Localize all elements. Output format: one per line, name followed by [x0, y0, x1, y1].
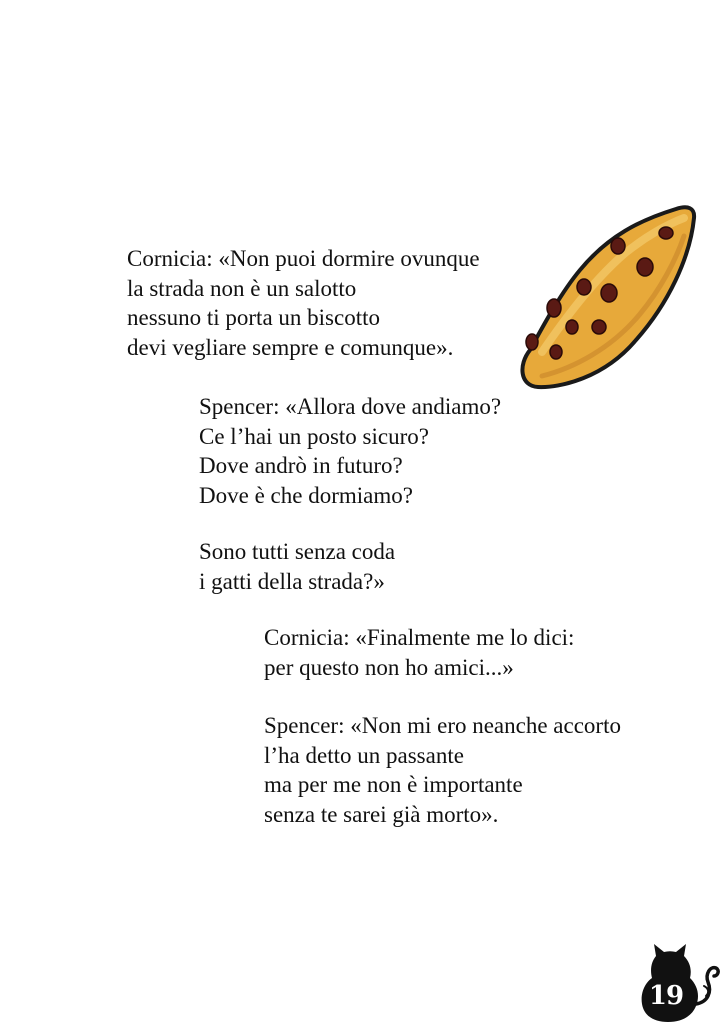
- stanza-cornicia-1: [127, 244, 480, 362]
- stanza-spencer-3: [264, 711, 621, 829]
- poem-line: i gatti della strada?»: [199, 568, 385, 594]
- poem-line: Spencer: «Allora dove andiamo?: [199, 394, 502, 419]
- poem-line: Dove andrò in futuro?: [199, 453, 403, 478]
- poem-line: Dove è che dormiamo?: [199, 482, 413, 508]
- page-number: 19: [648, 981, 684, 1011]
- stanza-spencer-1: [199, 392, 501, 510]
- stanza-cornicia-2: [264, 623, 574, 682]
- poem-line: ma per me non è importante: [264, 772, 523, 797]
- poem-line: nessuno ti porta un biscotto: [127, 305, 380, 330]
- stanza-spencer-2: [199, 537, 395, 596]
- poem-line: Spencer: «Non mi ero neanche accorto: [264, 713, 621, 738]
- poem-line: l’ha detto un passante: [264, 742, 464, 768]
- chocolate-chip-biscotto-icon: [512, 200, 702, 396]
- poem-line: Ce l’hai un posto sicuro?: [199, 423, 429, 449]
- poem-line: senza te sarei già morto».: [264, 801, 499, 827]
- poem-line: devi vegliare sempre e comunque».: [127, 334, 454, 360]
- poem-line: Cornicia: «Non puoi dormire ovunque: [127, 246, 480, 271]
- poem-line: Cornicia: «Finalmente me lo dici:: [264, 625, 575, 650]
- poem-line: per questo non ho amici...»: [264, 654, 514, 680]
- poem-line: la strada non è un salotto: [127, 275, 357, 301]
- poem-line: Sono tutti senza coda: [199, 539, 396, 564]
